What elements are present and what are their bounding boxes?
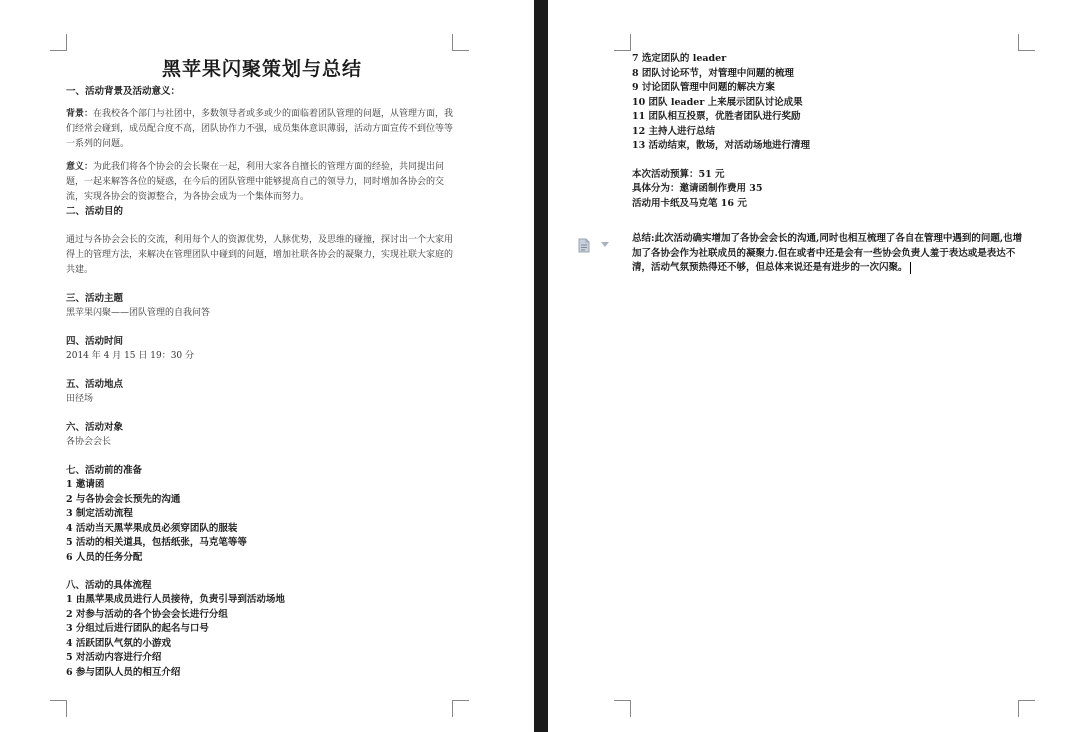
list-item: 2 对参与活动的各个协会会长进行分组 [66,608,228,620]
left-page-content [66,54,458,680]
crop-mark [1018,700,1035,717]
chevron-down-icon[interactable] [601,242,609,247]
list-item: 9 讨论团队管理中问题的解决方案 [632,82,775,93]
budget-line: 本次活动预算：51 元 [632,168,725,180]
summary-text: 总结:此次活动确实增加了各协会会长的沟通,同时也相互梳理了各自在管理中遇到的问题,也增加了各协会作为社联成员的凝聚力.但在或者中还是会有一些协会负责人羞于表达或是表达不清，活动气氛预热得还不够，但总体来说还是有进步的一次闪聚。 [632,233,1023,273]
section-heading: 一、活动背景及活动意义： [66,86,181,97]
right-page [548,0,1080,732]
list-item: 10 团队 leader 上来展示团队讨论成果 [632,96,803,108]
list-item: 6 人员的任务分配 [66,551,143,563]
crop-mark [1018,34,1035,51]
list-item: 6 参与团队人员的相互介绍 [66,666,181,678]
document-title: 黑苹果闪聚策划与总结 [161,58,362,80]
list-item: 11 团队相互投票，优胜者团队进行奖励 [632,111,801,122]
section-heading: 七、活动前的准备 [66,465,143,476]
list-item: 13 活动结束，散场，对活动场地进行清理 [632,140,811,151]
list-item: 3 制定活动流程 [66,508,133,519]
background-text: 在我校各个部门与社团中，多数领导者或多或少的面临着团队管理的问题，从管理方面，我们经常会碰到，成员配合度不高，团队协作力不强，成员集体意识薄弱，活动方面宣传不到位等等一系列的问题。 [66,109,454,149]
crop-mark [452,700,469,717]
time-text: 2014 年 4 月 15 日 19：30 分 [66,351,195,361]
list-item: 5 活动的相关道具，包括纸张，马克笔等等 [66,537,247,548]
list-item: 4 活动当天黑苹果成员必须穿团队的服装 [66,522,238,534]
list-item: 12 主持人进行总结 [632,125,716,137]
crop-mark [452,34,469,51]
crop-mark [50,700,67,717]
meaning-text: 为此我们将各个协会的会长聚在一起，利用大家各自擅长的管理方面的经验，共同提出问题，一起来解答各位的疑惑，在今后的团队管理中能够提高自己的领导力，同时增加各协会的交流，实现各协会的资源整合，为各协会成为一个集体而努力。 [66,162,445,202]
list-item: 7 选定团队的 leader [632,53,727,64]
list-item: 4 活跃团队气氛的小游戏 [66,637,171,649]
section-heading: 六、活动对象 [66,422,124,433]
crop-mark [50,34,67,51]
summary-paragraph[interactable] [632,232,1024,276]
crop-mark [614,700,631,717]
text-cursor [910,262,911,274]
document-icon[interactable] [578,238,590,253]
page-gutter [534,0,548,732]
background-label: 背景： [66,109,94,119]
section-heading: 二、活动目的 [66,206,124,217]
list-item: 1 由黑苹果成员进行人员接待，负责引导到活动场地 [66,594,285,605]
purpose-paragraph: 通过与各协会会长的交流，利用每个人的资源优势，人脉优势，及思维的碰撞，探讨出一个大家用得上的管理方法，来解决在管理团队中碰到的问题，增加社联各协会的凝聚力，实现社联大家庭的共建。 [66,235,454,275]
meaning-label: 意义： [66,162,94,172]
right-page-content [632,52,1024,276]
list-item: 3 分组过后进行团队的起名与口号 [66,623,209,634]
background-paragraph [66,107,458,152]
audience-text: 各协会会长 [66,437,112,447]
left-page [0,0,534,732]
section-heading: 八、活动的具体流程 [66,580,152,591]
list-item: 1 邀请函 [66,479,105,490]
theme-text: 黑苹果闪聚——团队管理的自我问答 [66,308,211,318]
meaning-paragraph [66,160,458,205]
place-text: 田径场 [66,394,94,404]
list-item: 2 与各协会会长预先的沟通 [66,493,181,505]
budget-detail: 具体分为：邀请函制作费用 35 [632,183,763,194]
crop-mark [614,34,631,51]
section-heading: 五、活动地点 [66,379,124,390]
budget-detail: 活动用卡纸及马克笔 16 元 [632,197,747,209]
list-item: 5 对活动内容进行介绍 [66,652,162,663]
section-heading: 四、活动时间 [66,336,124,347]
section-heading: 三、活动主题 [66,293,124,304]
list-item: 8 团队讨论环节，对管理中问题的梳理 [632,67,794,79]
